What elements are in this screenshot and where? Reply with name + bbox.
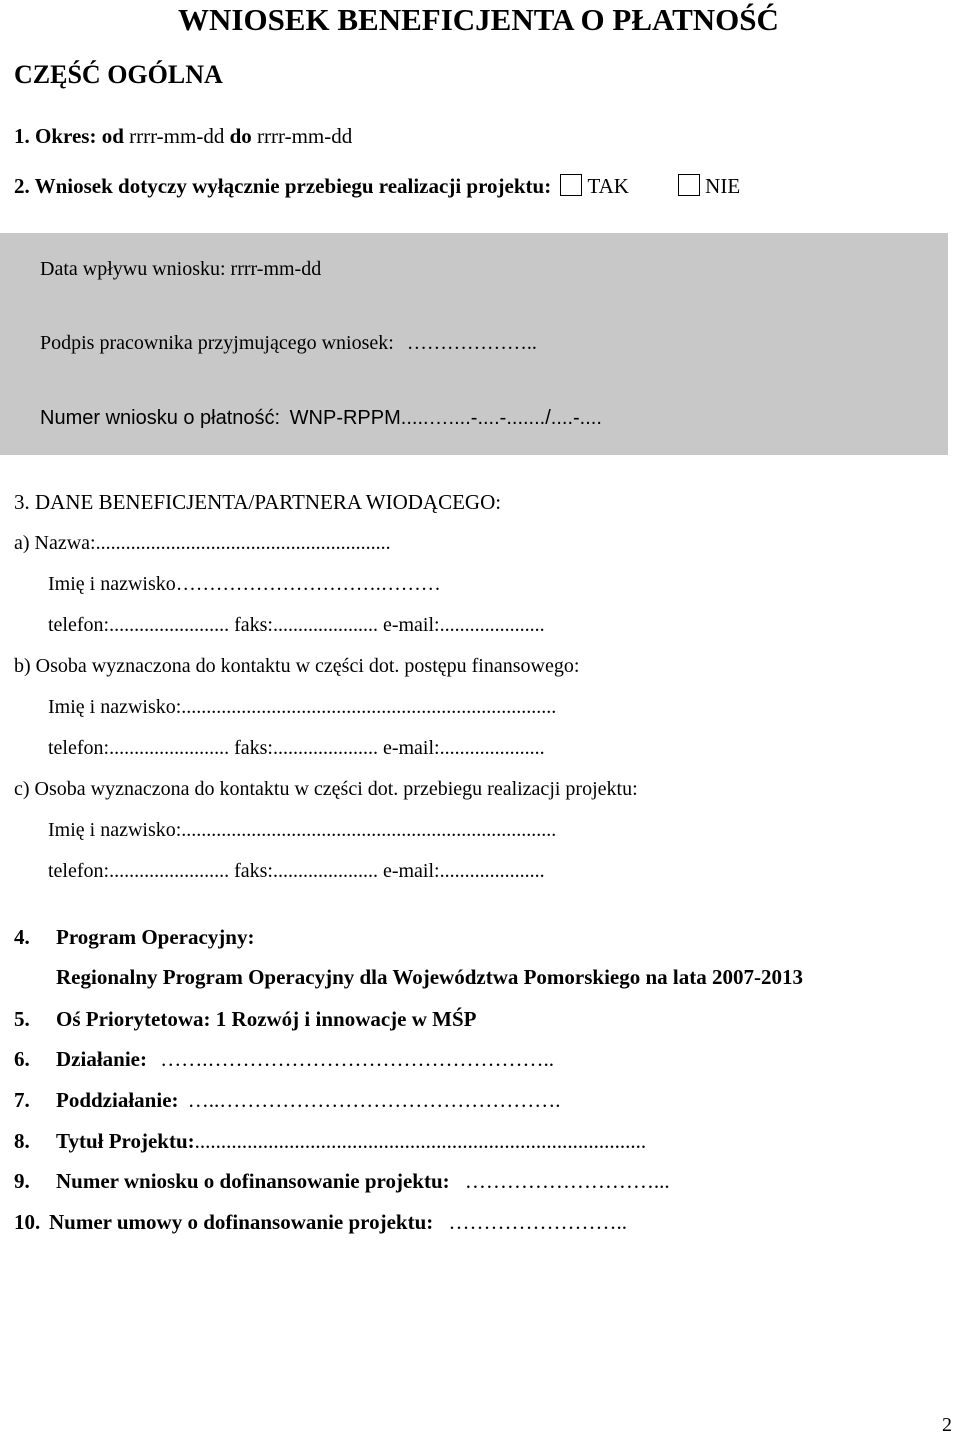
scope-row <box>14 174 740 199</box>
submeasure-row <box>56 1088 561 1113</box>
checkbox-icon <box>678 174 700 196</box>
scope-no-label: NIE <box>705 174 741 198</box>
measure-row <box>56 1047 554 1072</box>
project-contact-heading: c) Osoba wyznaczona do kontaktu w części dot. przebiegu realizacji projektu: <box>14 778 638 800</box>
scope-yes-checkbox[interactable] <box>560 174 628 198</box>
item-7-number: 7. <box>14 1088 30 1112</box>
project-title-field[interactable]: ...................................................................................... <box>194 1129 647 1153</box>
agreement-number-field[interactable]: …………………….. <box>448 1210 628 1234</box>
beneficiary-name[interactable]: a) Nazwa:........................................................... <box>14 532 391 554</box>
agreement-number-row <box>49 1210 627 1235</box>
submeasure-label: Poddziałanie: <box>56 1088 179 1112</box>
application-number-label: Numer wniosku o dofinansowanie projektu: <box>56 1169 450 1193</box>
receiver-signature-row <box>40 332 537 355</box>
office-use-box <box>0 233 948 455</box>
page-title: WNIOSEK BENEFICJENTA O PŁATNOŚĆ <box>178 2 779 37</box>
financial-contact-person[interactable]: Imię i nazwisko:........................................................................... <box>48 696 557 718</box>
payment-number-label: Numer wniosku o płatność: <box>40 407 281 429</box>
project-title-label: Tytuł Projektu: <box>56 1129 195 1153</box>
application-number-row <box>56 1169 670 1194</box>
item-6-number: 6. <box>14 1047 30 1071</box>
program-value: Regionalny Program Operacyjny dla Województwa Pomorskiego na lata 2007-2013 <box>56 965 804 989</box>
receiver-signature-label: Podpis pracownika przyjmującego wniosek: <box>40 332 394 354</box>
project-contact-details[interactable]: telefon:........................ faks:..................... e-mail:..................... <box>48 860 545 882</box>
scope-no-checkbox[interactable] <box>678 174 740 198</box>
payment-number-row <box>40 407 602 430</box>
item-10-number: 10. <box>14 1210 41 1234</box>
beneficiary-heading: 3. DANE BENEFICJENTA/PARTNERA WIODĄCEGO: <box>14 490 502 514</box>
submeasure-field[interactable]: …..…………………………………………. <box>187 1088 561 1112</box>
priority-axis: Oś Priorytetowa: 1 Rozwój i innowacje w MŚP <box>56 1007 477 1031</box>
item-4-number: 4. <box>14 925 30 949</box>
agreement-number-label: Numer umowy o dofinansowanie projektu: <box>49 1210 434 1234</box>
period-to[interactable]: rrrr-mm-dd <box>257 124 353 148</box>
beneficiary-contact[interactable]: telefon:........................ faks:..................... e-mail:..................... <box>48 614 545 636</box>
scope-yes-label: TAK <box>587 174 629 198</box>
period-row <box>14 124 352 149</box>
financial-contact-details[interactable]: telefon:........................ faks:..................... e-mail:..................... <box>48 737 545 759</box>
item-9-number: 9. <box>14 1169 30 1193</box>
application-number-field[interactable]: ………………………... <box>464 1169 670 1193</box>
section-heading: CZĘŚĆ OGÓLNA <box>14 60 223 89</box>
payment-number-value[interactable]: WNP-RPPM.....…....-....-......./....-.... <box>289 407 602 429</box>
checkbox-icon <box>560 174 582 196</box>
financial-contact-heading: b) Osoba wyznaczona do kontaktu w części dot. postępu finansowego: <box>14 655 580 677</box>
scope-label: 2. Wniosek dotyczy wyłącznie przebiegu realizacji projektu: <box>14 174 552 198</box>
beneficiary-person[interactable]: Imię i nazwisko………………………….……… <box>48 573 441 595</box>
period-from[interactable]: rrrr-mm-dd <box>129 124 225 148</box>
period-to-label: do <box>229 124 252 148</box>
program-label: Program Operacyjny: <box>56 925 255 949</box>
measure-label: Działanie: <box>56 1047 147 1071</box>
project-title-row <box>56 1129 646 1154</box>
receiver-signature-field[interactable]: ……………….. <box>406 332 537 354</box>
receipt-date: Data wpływu wniosku: rrrr-mm-dd <box>40 258 322 280</box>
period-label: 1. Okres: od <box>14 124 124 148</box>
measure-field[interactable]: …….………………………………………….. <box>160 1047 554 1071</box>
project-contact-person[interactable]: Imię i nazwisko:........................................................................... <box>48 819 557 841</box>
item-8-number: 8. <box>14 1129 30 1153</box>
page-number: 2 <box>942 1414 952 1436</box>
item-5-number: 5. <box>14 1007 30 1031</box>
